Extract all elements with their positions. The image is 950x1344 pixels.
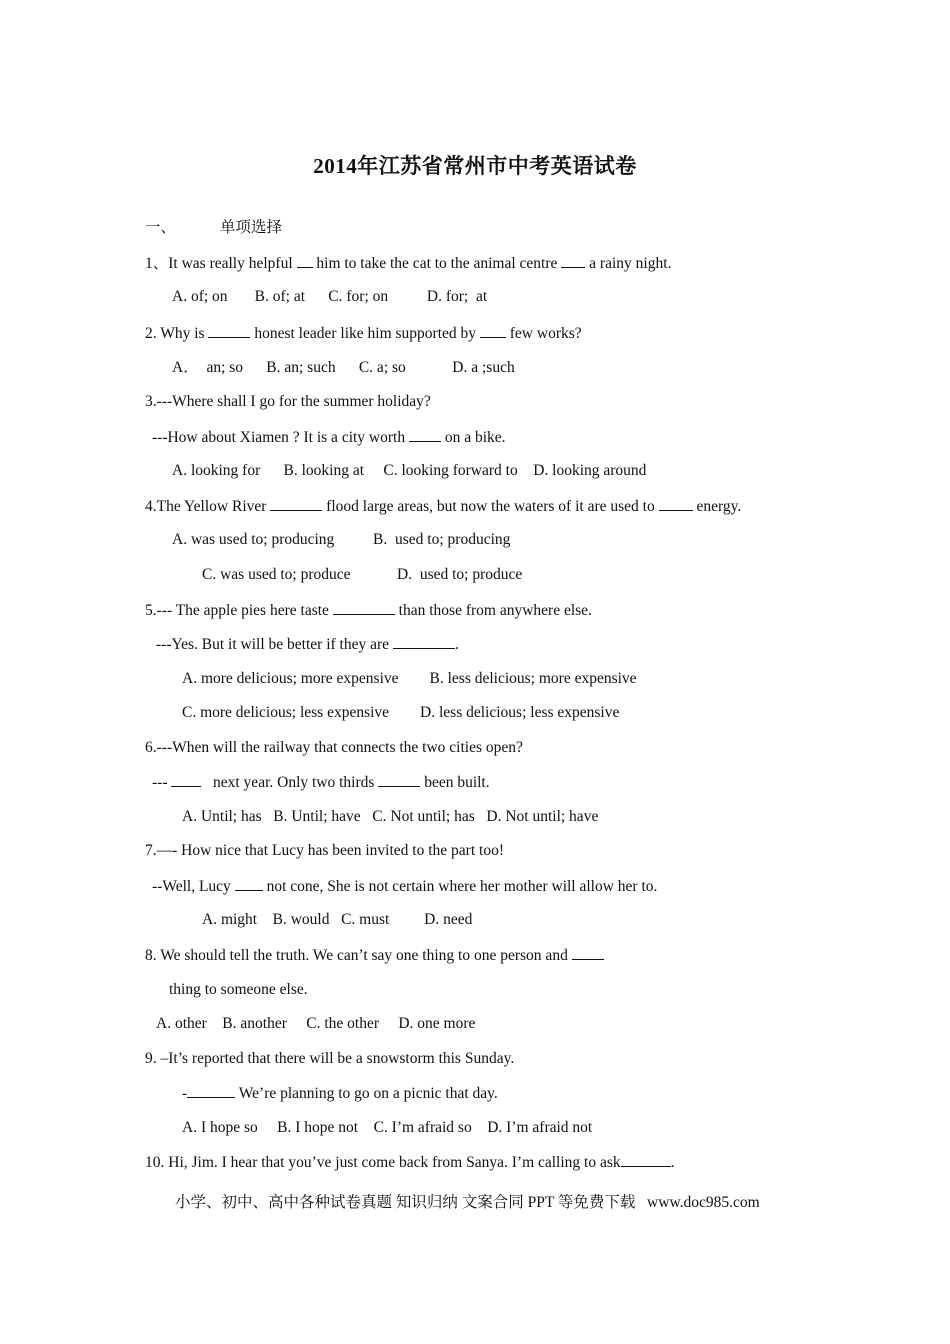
question-10: 10. Hi, Jim. I hear that you’ve just come back from Sanya. I’m calling to ask . [145, 1154, 675, 1171]
question-7-options: A. might B. would C. must D. need [202, 911, 473, 928]
question-7-stem: 7.—- How nice that Lucy has been invited to the part too! [145, 842, 504, 859]
blank [621, 1152, 671, 1167]
question-9-stem: 9. –It’s reported that there will be a snowstorm this Sunday. [145, 1050, 515, 1067]
section-label: 单项选择 [220, 219, 283, 236]
question-3-stem: 3.---Where shall I go for the summer holiday? [145, 393, 431, 410]
question-8: 8. We should tell the truth. We can’t say one thing to one person and [145, 945, 604, 966]
question-7: --Well, Lucy not cone, She is not certain where her mother will allow her to. [152, 878, 658, 895]
blank [208, 323, 250, 338]
question-4-options-1: A. was used to; producing B. used to; producing [172, 531, 511, 548]
blank [187, 1083, 235, 1098]
question-1: 1、It was really helpful him to take the cat to the animal centre a rainy night. [145, 255, 672, 272]
document-title: 2014年江苏省常州市中考英语试卷 [313, 154, 637, 178]
question-9: - We’re planning to go on a picnic that day. [182, 1085, 498, 1102]
page-footer: 小学、初中、高中各种试卷真题 知识归纳 文案合同 PPT 等免费下载 www.doc985.com [175, 1194, 760, 1211]
question-3-options: A. looking for B. looking at C. looking forward to D. looking around [172, 462, 647, 479]
question-6-stem: 6.---When will the railway that connects the two cities open? [145, 739, 523, 756]
blank [297, 253, 313, 268]
question-5-options-2: C. more delicious; less expensive D. less delicious; less expensive [182, 704, 620, 721]
question-2: 2. Why is honest leader like him supported by few works? [145, 325, 582, 342]
blank [270, 496, 322, 511]
blank [572, 945, 604, 960]
blank [171, 772, 201, 787]
blank [393, 634, 455, 649]
question-3: ---How about Xiamen ? It is a city worth on a bike. [152, 429, 506, 446]
question-4-options-2: C. was used to; produce D. used to; produce [202, 566, 523, 583]
question-6: --- next year. Only two thirds been built. [152, 774, 490, 791]
question-8-options: A. other B. another C. the other D. one more [156, 1015, 476, 1032]
section-heading [145, 218, 282, 238]
blank [561, 253, 585, 268]
question-9-options: A. I hope so B. I hope not C. I’m afraid so D. I’m afraid not [182, 1119, 593, 1136]
blank [409, 427, 441, 442]
question-1-options: A. of; on B. of; at C. for; on D. for; at [172, 288, 488, 305]
blank [378, 772, 420, 787]
question-5-options-1: A. more delicious; more expensive B. less delicious; more expensive [182, 670, 637, 687]
question-5: 5.--- The apple pies here taste than those from anywhere else. [145, 602, 592, 619]
question-6-options: A. Until; has B. Until; have C. Not until; has D. Not until; have [182, 808, 599, 825]
question-2-options: A． an; so B. an; such C. a; so D. a ;such [172, 359, 515, 376]
section-number: 一、 [145, 219, 177, 236]
question-5-reply: ---Yes. But it will be better if they are . [156, 636, 459, 653]
blank [659, 496, 693, 511]
blank [333, 600, 395, 615]
blank [235, 876, 263, 891]
question-8-continued: thing to someone else. [169, 981, 308, 998]
question-4: 4.The Yellow River flood large areas, but now the waters of it are used to energy. [145, 498, 742, 515]
blank [480, 323, 506, 338]
